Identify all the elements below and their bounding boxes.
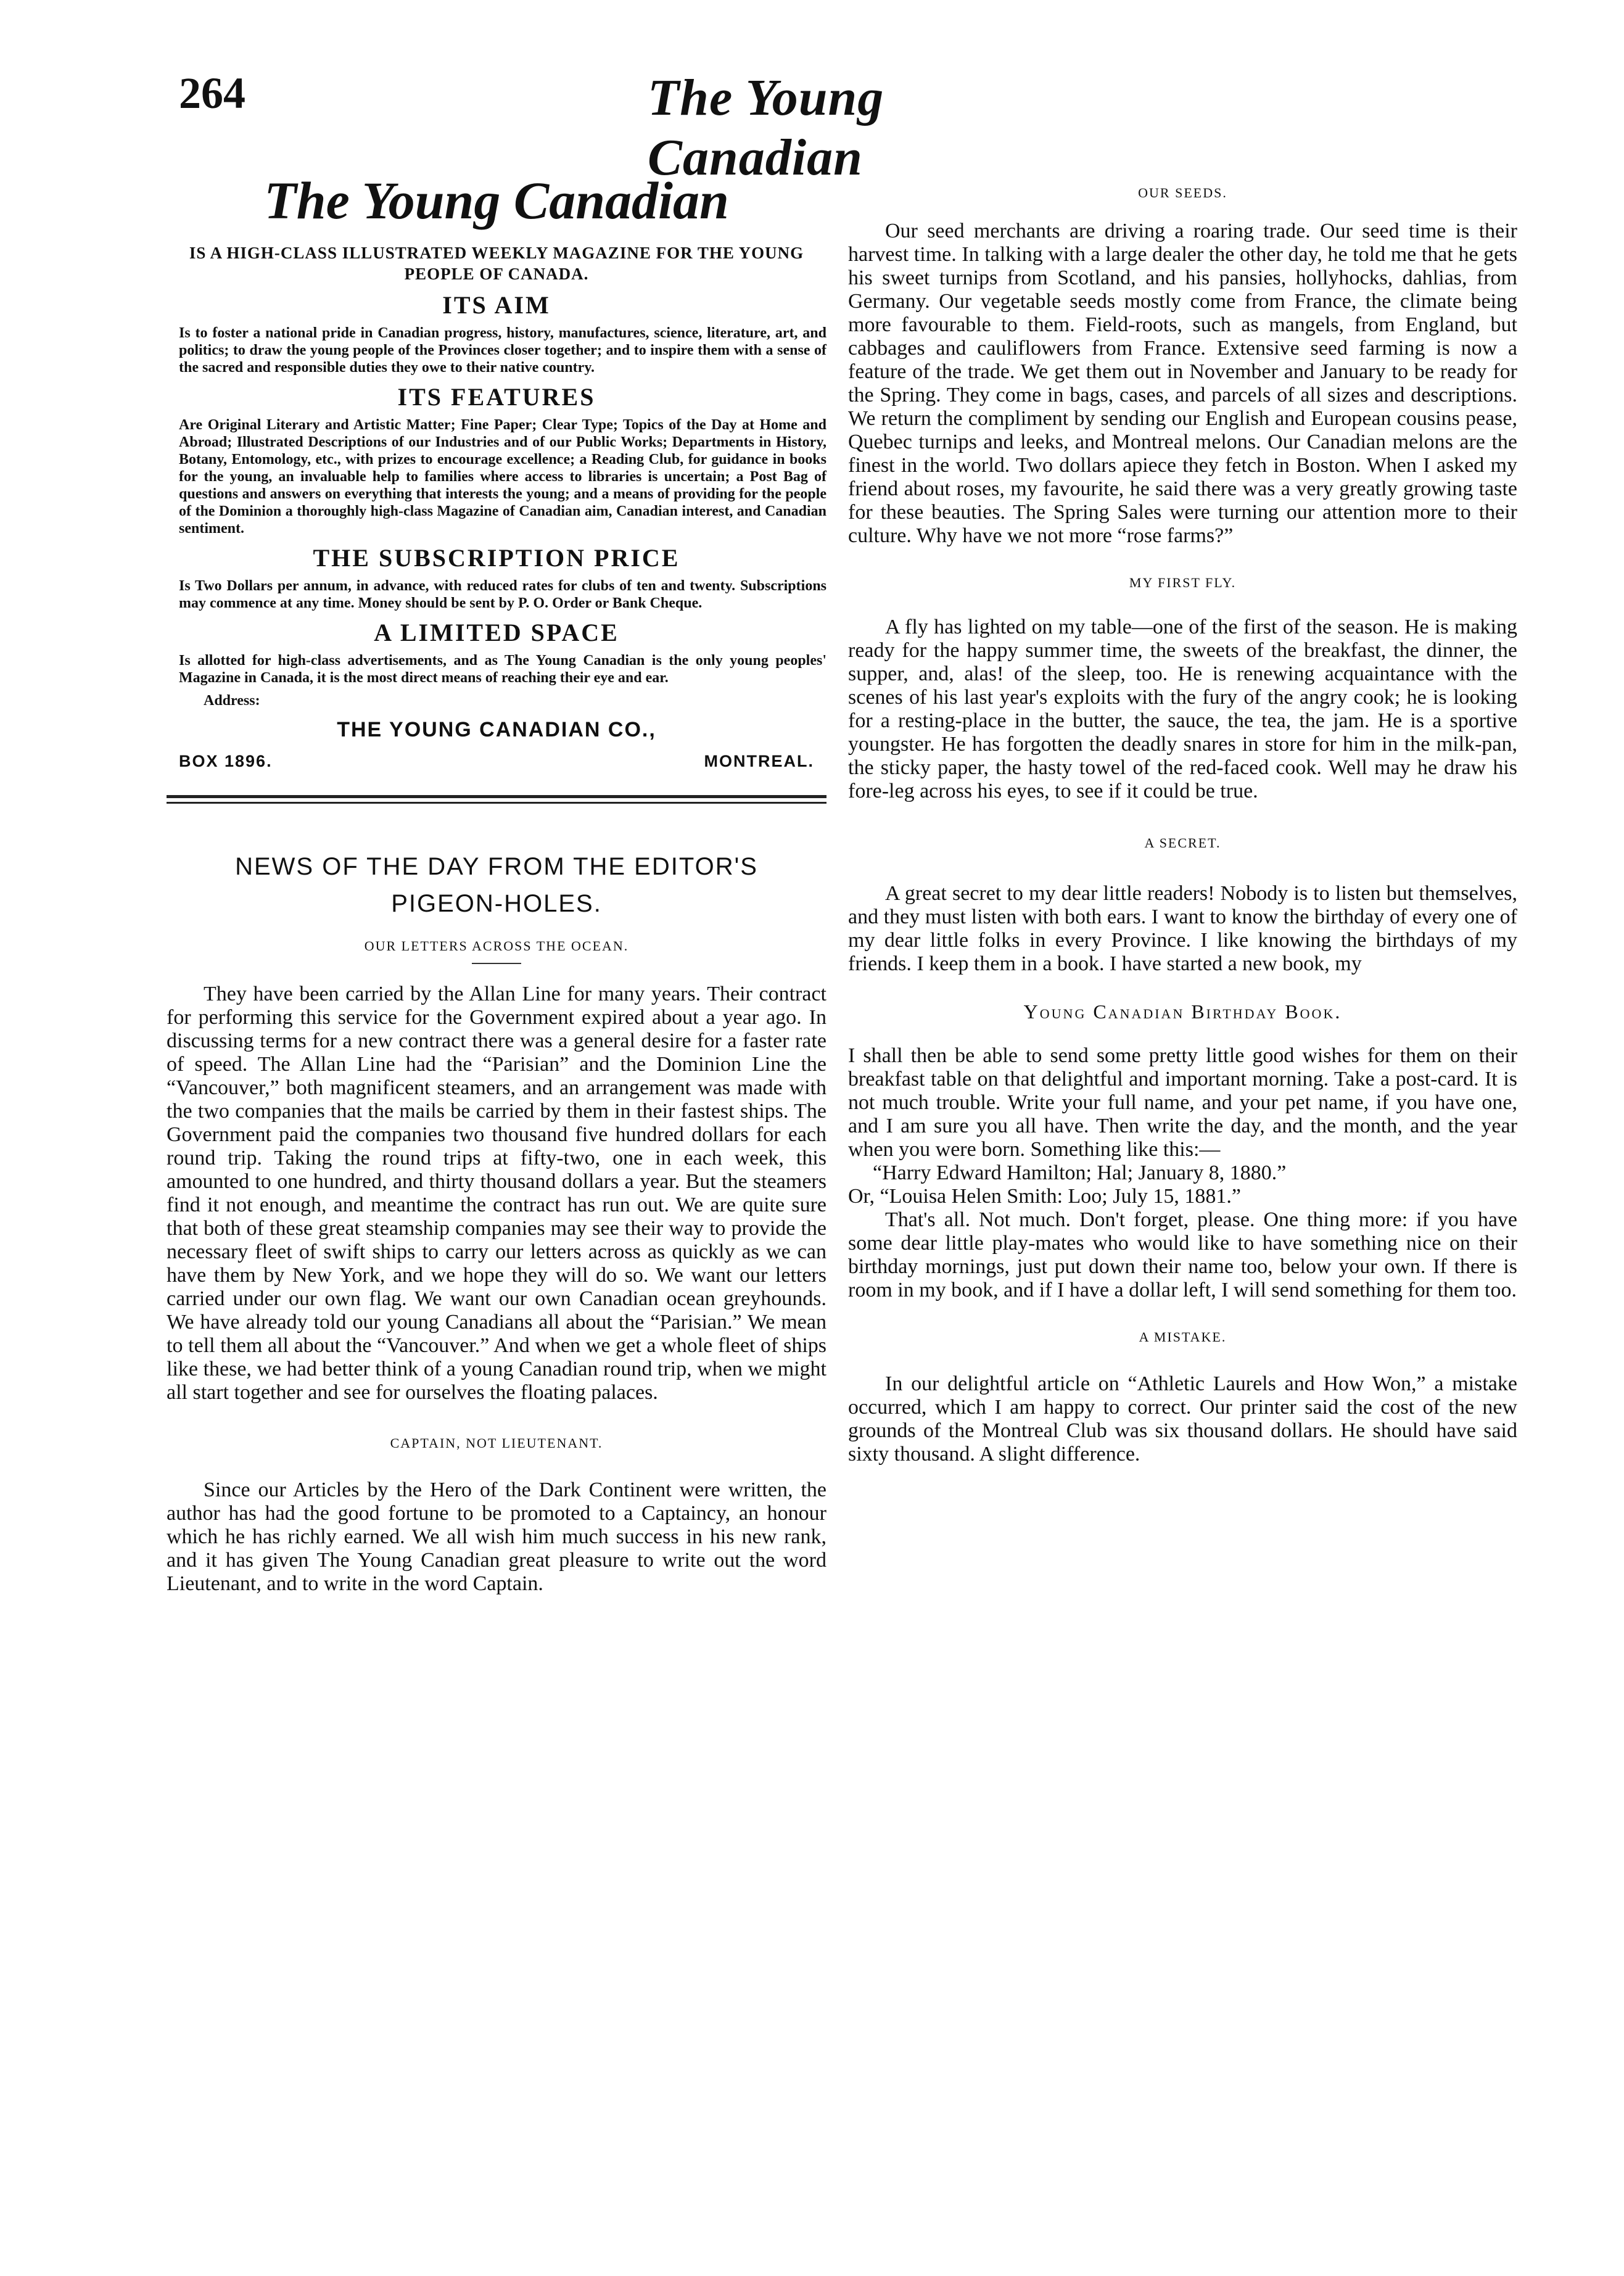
aim-text: Is to foster a national pride in Canadian progress, history, manufactures, science, literature, art, and politics; to draw the young people of the Provinces closer together; and to inspire them with a sense of the sacred and responsible duties they owe to their native country. (179, 325, 826, 376)
page-number: 264 (179, 68, 245, 118)
mistake-heading: A MISTAKE. (1139, 1329, 1227, 1345)
address-line (167, 752, 826, 774)
running-header (179, 68, 1092, 186)
birthday-text: I shall then be able to send some pretty little good wishes for them on their breakfast table on that delightful and important morning. Take a post-card. It is not much trouble. Write your full name, and your pet name, if you have one, and I am sure you all have. Then write the day, and the month, and the year when you were born. Something like this:— (848, 1044, 1517, 1161)
example-line-2: Or, “Louisa Helen Smith: Loo; July 15, 1881.” (848, 1185, 1242, 1208)
right-column (848, 185, 1517, 1466)
captain-heading: CAPTAIN, NOT LIEUTENANT. (390, 1435, 603, 1451)
fly-text: A fly has lighted on my table—one of the first of the season. He is making ready for the happy summer time, the sweets of the breakfast, the dinner, the supper, and, alas! of the sleep, too. He is renewing acquaintance with the scenes of his last year's exploits with the fury of the angry cook; he is looking for a resting-place in the butter, the sauce, the tea, the jam. He is a sportive youngster. He has forgotten the deadly snares in store for him in the milk-pan, the sticky paper, the hasty towel of the red-faced cook. Well may he draw his fore-leg across his eyes, to see if it could be true. (848, 616, 1517, 802)
box-city: MONTREAL. (704, 752, 814, 770)
price-heading: THE SUBSCRIPTION PRICE (313, 544, 680, 572)
aim-heading: ITS AIM (442, 291, 551, 319)
space-text: Is allotted for high-class advertisements, and as The Young Canadian is the only young peoples' Magazine in Canada, it is the most direct means of reaching their eye and ear. (179, 653, 826, 686)
closing-text: That's all. Not much. Don't forget, please. One thing more: if you have some dear little play-mates who would like to have something nice on their birthday mornings, just put down their name too, below your own. If there is room in my book, and if I have a dollar left, I will send something for them too. (848, 1208, 1517, 1301)
letters-heading: OUR LETTERS ACROSS THE OCEAN. (364, 938, 629, 954)
captain-text: Since our Articles by the Hero of the Dark Continent were written, the author has had the good fortune to be promoted to a Captaincy, an honour which he has richly earned. We all wish him much success in his new rank, and it has given The Young Canadian great pleasure to write out the word Lieutenant, and to write in the word Captain. (167, 1478, 826, 1595)
masthead-tagline: IS A HIGH-CLASS ILLUSTRATED WEEKLY MAGAZINE FOR THE YOUNG PEOPLE OF CANADA. (189, 244, 804, 283)
seeds-heading: OUR SEEDS. (1138, 185, 1227, 200)
company-name: THE YOUNG CANADIAN CO., (337, 718, 656, 741)
secret-heading: A SECRET. (1144, 835, 1221, 851)
short-rule (472, 963, 521, 964)
example-line-1: “Harry Edward Hamilton; Hal; January 8, 1880.” (873, 1161, 1287, 1184)
masthead-title: The Young Canadian (264, 171, 729, 230)
birthday-book-heading: Young Canadian Birthday Book. (1023, 1000, 1342, 1023)
features-heading: ITS FEATURES (397, 383, 596, 411)
price-text: Is Two Dollars per annum, in advance, with reduced rates for clubs of ten and twenty. Subscriptions may commence at any time. Money should be sent by P. O. Order or Bank Cheque. (179, 578, 826, 611)
double-rule-divider (167, 795, 826, 804)
features-text: Are Original Literary and Artistic Matter; Fine Paper; Clear Type; Topics of the Day at Home and Abroad; Illustrated Descriptions of our Industries and of our Public Works; Departments in History, Botany, Entomology, etc., with prizes to encourage excellence; a Reading Club, for guidance in books for the young, an invaluable help to families where access to libraries is uncertain; a Post Bag of questions and answers on everything that interests the young; and a means of providing for the people of the Dominion a thoroughly high-class Magazine of Canadian aim, Canadian interest, and Canadian sentiment. (179, 417, 826, 537)
news-heading: NEWS OF THE DAY FROM THE EDITOR'S PIGEON-HOLES. (235, 853, 758, 917)
left-column (167, 170, 826, 1596)
fly-heading: MY FIRST FLY. (1129, 575, 1237, 590)
secret-text: A great secret to my dear little readers! Nobody is to listen but themselves, and they must listen with both ears. I want to know the birthday of every one of my dear little folks in every Province. I like knowing the birthdays of my friends. I keep them in a book. I have started a new book, my (848, 882, 1517, 975)
masthead-box (167, 170, 826, 804)
journal-title: The Young Canadian (648, 69, 884, 186)
address-label: Address: (204, 693, 260, 709)
seeds-text: Our seed merchants are driving a roaring trade. Our seed time is their harvest time. In talking with a large dealer the other day, he told me that he gets his sweet turnips from Scotland, and his pansies, hollyhocks, dahlias, from Germany. Our vegetable seeds mostly come from France, the climate being more favourable to them. Field-roots, such as mangels, from England, but cabbages and cauliflowers from France. Extensive seed farming is now a feature of the trade. We get them out in November and January to be ready for the Spring. They come in bags, cases, and parcels of all sizes and descriptions. We return the compliment by sending our English and European cousins pease, Quebec turnips and leeks, and Montreal melons. Our Canadian melons are the finest in the world. Two dollars apiece they fetch in Boston. When I asked my friend about roses, my favourite, he said there was a very greatly growing taste for these beauties. The Spring Sales were turning our attention more to their culture. Why have we not more “rose farms?” (848, 220, 1517, 547)
box-number: BOX 1896. (179, 752, 273, 770)
mistake-text: In our delightful article on “Athletic Laurels and How Won,” a mistake occurred, which I am happy to correct. Our printer said the cost of the new grounds of the Montreal Club was six thousand dollars. He should have said sixty thousand. A slight difference. (848, 1372, 1517, 1466)
letters-text: They have been carried by the Allan Line for many years. Their contract for performing this service for the Government expired about a year ago. In discussing terms for a new contract there was a general desire for a faster rate of speed. The Allan Line had the “Parisian” and the Dominion Line the “Vancouver,” both magnificent steamers, and an arrangement was made with the two companies that the mails be carried by them in their fastest ships. The Government paid the companies two thousand five hundred dollars for each round trip. Taking the round trips at fifty-two, one in each week, this amounted to one hundred, and thirty thousand dollars a year. But the steamers find it not enough, and meantime the contract has run out. We are quite sure that both of these great steamship companies may see their way to provide the necessary fleet of swift ships to carry our letters across as quickly as we can have them by New York, and we hope they will do so. We want our letters carried under our own flag. We want our own Canadian ocean greyhounds. We have already told our young Canadians all about the “Parisian.” We mean to tell them all about the “Vancouver.” And when we get a whole fleet of ships like these, we had better think of a young Canadian round trip, when we might all start together and see for ourselves the floating palaces. (167, 983, 826, 1404)
space-heading: A LIMITED SPACE (374, 619, 619, 646)
